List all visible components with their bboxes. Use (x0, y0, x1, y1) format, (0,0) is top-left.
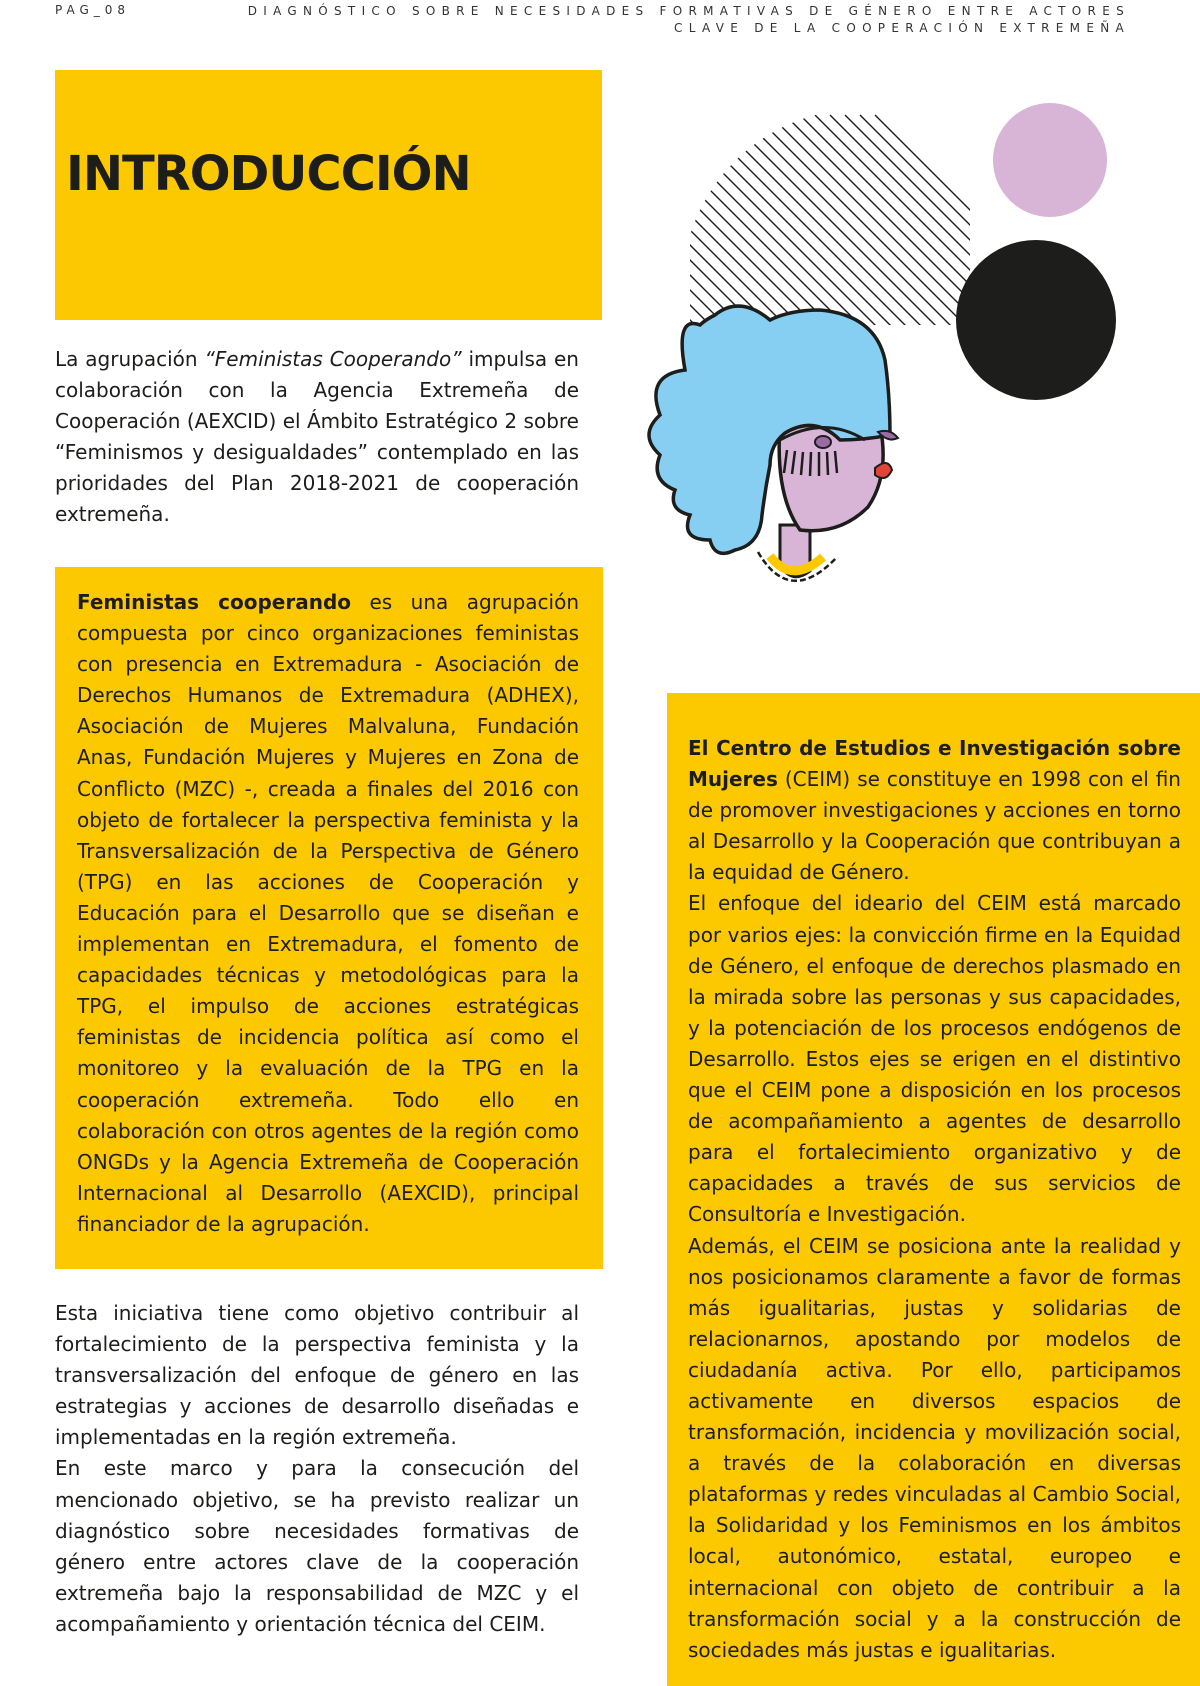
ceim-paragraph-3: Además, el CEIM se posiciona ante la realidad y nos posicionamos claramente a favor de formas más igualitarias, justas y solidarias de relacionarnos, apostando por modelos de ciudadanía activa. Por ello, participamos activamente en diversos espacios de transformación, incidencia y movilización social, a través de la colaboración en diversas plataformas y redes vinculadas al Cambio Social, la Solidaridad y los Feminismos en los ámbitos local, autonómico, estatal, europeo e internacional con objeto de contribuir a la transformación social y a la construcción de sociedades más justas e igualitarias. (688, 1233, 1181, 1662)
lilac-circle (993, 103, 1107, 217)
ceim-paragraph-2: El enfoque del ideario del CEIM está marcado por varios ejes: la convicción firme en la Equidad de Género, el enfoque de derechos plasmado en la mirada sobre las personas y sus capacidades, y la potenciación de los procesos endógenos de Desarrollo. Estos ejes se erigen en el distintivo que el CEIM pone a disposición en los procesos de acompañamiento a agentes de desarrollo para el fortalecimiento organizativo y de capacidades a través de sus servicios de Consultoría e Investigación. (688, 891, 1181, 1227)
document-title-line1: DIAGNÓSTICO SOBRE NECESIDADES FORMATIVAS DE GÉNERO ENTRE ACTORES (247, 4, 1130, 18)
feministas-cooperando-bold: Feministas cooperando (77, 590, 352, 614)
lips-icon (875, 463, 892, 478)
objective-text (55, 1298, 579, 1640)
black-circle (956, 240, 1116, 400)
intro-italic-name: “Feministas Cooperando” (204, 347, 462, 371)
feministas-cooperando-paragraph (77, 587, 579, 1240)
ceim-box (667, 693, 1200, 1686)
woman-face-illustration-icon (640, 95, 1120, 625)
title-block (55, 70, 602, 320)
section-title: INTRODUCCIÓN (66, 146, 471, 202)
ceim-paragraph-1-rest: (CEIM) se constituye en 1998 con el fin de promover investigaciones y acciones en torno al Desarrollo y la Cooperación que contribuyan a la equidad de Género. (688, 767, 1181, 885)
document-title (248, 3, 1130, 37)
ceim-bold-name: El Centro de Estudios e Investigación sobre Mujeres (688, 736, 1181, 792)
objective-paragraph-2: En este marco y para la consecución del mencionado objetivo, se ha previsto realizar un diagnóstico sobre necesidades formativas de género entre actores clave de la cooperación extremeña bajo la responsabilidad de MZC y el acompañamiento y orientación técnica del CEIM. (55, 1456, 579, 1636)
intro-text-start: La agrupación (55, 347, 205, 371)
feministas-cooperando-box (55, 567, 603, 1269)
ceim-paragraph-1 (688, 733, 1181, 888)
ceim-text (688, 733, 1181, 1666)
intro-text-end: impulsa en colaboración con la Agencia Extremeña de Cooperación (AEXCID) el Ámbito Estratégico 2 sobre “Feminismos y desigualdades” contemplado en las prioridades del Plan 2018-2021 de cooperación extremeña. (55, 347, 579, 527)
intro-paragraph (55, 344, 579, 531)
feministas-cooperando-text: es una agrupación compuesta por cinco organizaciones feministas con presencia en Extremadura - Asociación de Derechos Humanos de Extremadura (ADHEX), Asociación de Mujeres Malvaluna, Fundación Anas, Fundación Mujeres y Mujeres en Zona de Conflicto (MZC) -, creada a finales del 2016 con objeto de fortalecer la perspectiva feminista y la Transversalización de la Perspectiva de Género (TPG) en las acciones de Cooperación y Educación para el Desarrollo que se diseñan e implementan en Extremadura, el fomento de capacidades técnicas y metodológicas para la TPG, el impulso de acciones estratégicas feministas de incidencia política así como el monitoreo y la evaluación de la TPG en la cooperación extremeña. Todo ello en colaboración con otros agentes de la región como ONGDs y la Agencia Extremeña de Cooperación Internacional al Desarrollo (AEXCID), principal financiador de la agrupación. (77, 590, 580, 1236)
objective-paragraph-1: Esta iniciativa tiene como objetivo contribuir al fortalecimiento de la perspectiva feminista y la transversalización del enfoque de género en las estrategias y acciones de desarrollo diseñadas e implementadas en la región extremeña. (55, 1301, 579, 1450)
page-number: PAG_08 (55, 3, 131, 17)
document-title-line2: CLAVE DE LA COOPERACIÓN EXTREMEÑA (674, 21, 1130, 35)
